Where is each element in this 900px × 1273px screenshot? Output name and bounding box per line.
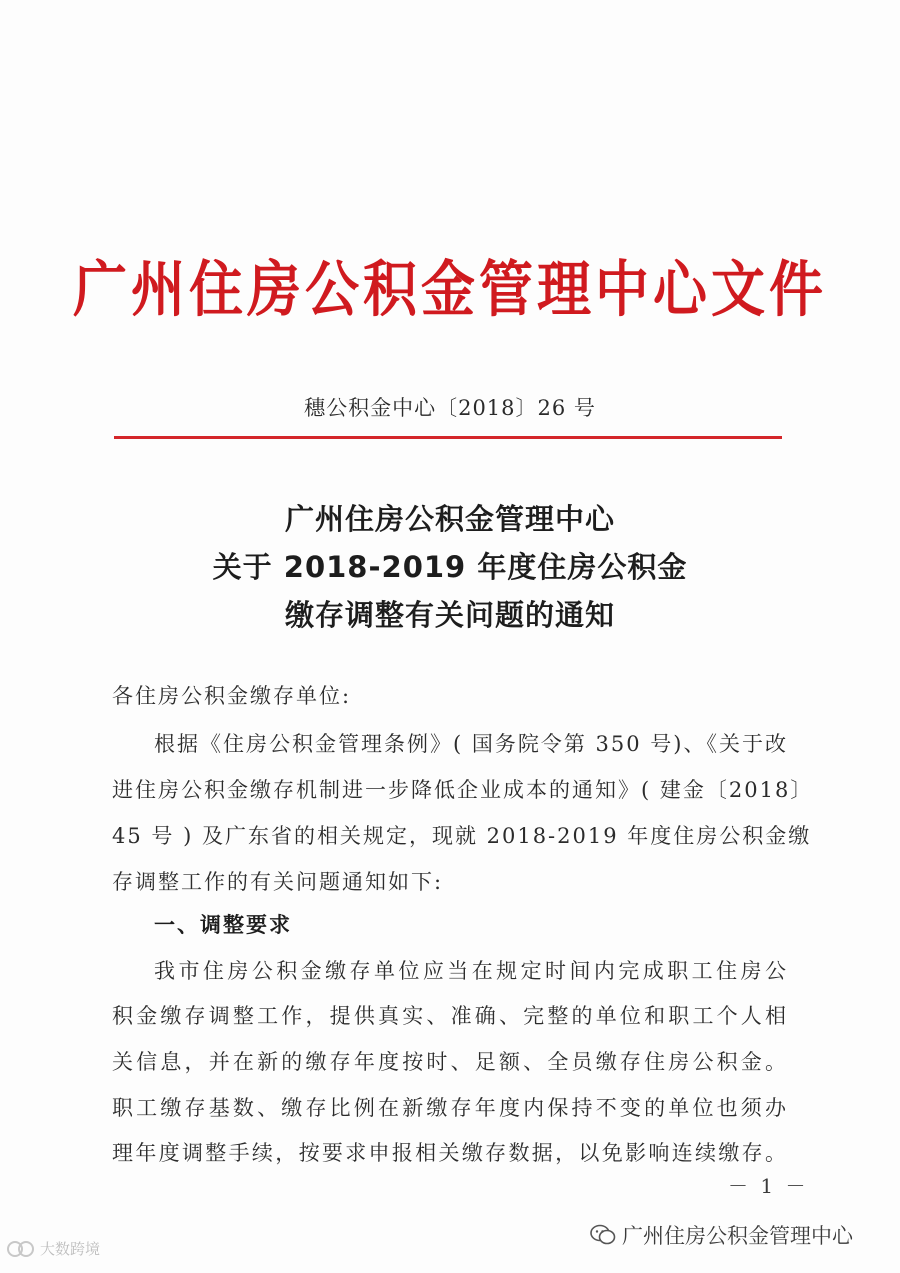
paragraph-1-line: 45 号 ) 及广东省的相关规定，现就 2018-2019 年度住房公积金缴 xyxy=(112,824,812,848)
title-line-2: 关于 2018-2019 年度住房公积金 xyxy=(212,550,688,584)
paragraph-1-line: 进住房公积金缴存机制进一步降低企业成本的通知》( 建金〔2018〕 xyxy=(112,778,814,802)
watermark-logo-icon xyxy=(6,1239,36,1259)
issuer-header: 广州住房公积金管理中心文件 xyxy=(73,254,827,325)
watermark-text: 大数跨境 xyxy=(40,1240,101,1258)
paragraph-1-line: 存调整工作的有关问题通知如下: xyxy=(112,870,444,894)
title-line-3: 缴存调整有关问题的通知 xyxy=(284,598,615,632)
wechat-icon xyxy=(590,1224,616,1246)
document-number: 穗公积金中心〔2018〕26 号 xyxy=(304,396,596,420)
paragraph-2-line: 我市住房公积金缴存单位应当在规定时间内完成职工住房公 xyxy=(154,959,788,983)
salutation: 各住房公积金缴存单位: xyxy=(112,684,352,708)
paragraph-1-line: 根据《住房公积金管理条例》( 国务院令第 350 号)、《关于改 xyxy=(154,732,788,756)
red-divider xyxy=(114,436,782,439)
title-line-1: 广州住房公积金管理中心 xyxy=(284,502,615,536)
section-heading: 一、调整要求 xyxy=(154,913,292,937)
watermark xyxy=(6,1238,100,1259)
wechat-account-name: 广州住房公积金管理中心 xyxy=(622,1224,853,1248)
paragraph-2-line: 理年度调整手续，按要求申报相关缴存数据，以免影响连续缴存。 xyxy=(112,1141,788,1165)
wechat-account-tag xyxy=(590,1220,853,1250)
page-number: － 1 － xyxy=(728,1174,809,1198)
paragraph-2-line: 职工缴存基数、缴存比例在新缴存年度内保持不变的单位也须办 xyxy=(112,1096,788,1120)
paragraph-2-line: 积金缴存调整工作，提供真实、准确、完整的单位和职工个人相 xyxy=(112,1004,788,1028)
paragraph-2-line: 关信息，并在新的缴存年度按时、足额、全员缴存住房公积金。 xyxy=(112,1050,788,1074)
